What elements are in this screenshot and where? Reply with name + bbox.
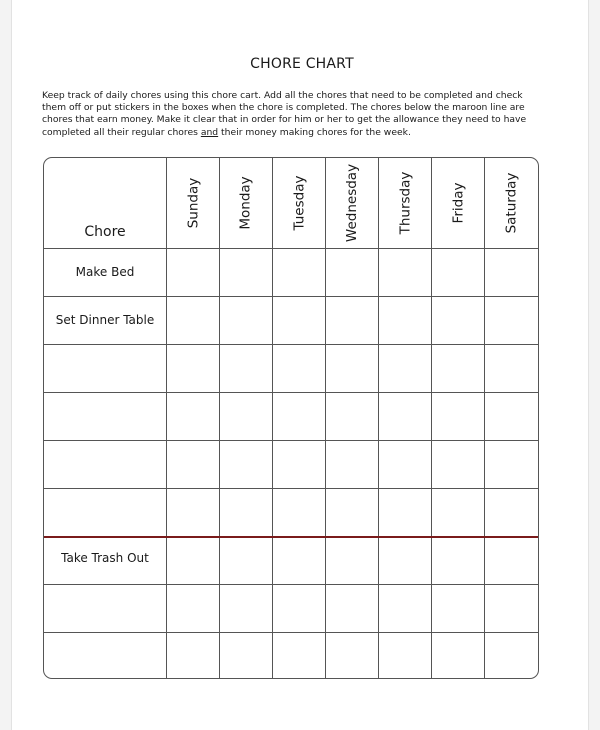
day-header-monday — [220, 158, 272, 248]
day-label: Saturday — [503, 172, 519, 234]
day-header-thursday — [379, 158, 431, 248]
grid-row-line — [44, 296, 538, 297]
chore-label: Make Bed — [75, 265, 135, 279]
grid-row-line — [44, 344, 538, 345]
day-header-friday — [432, 158, 484, 248]
day-header-saturday — [485, 158, 537, 248]
day-header-sunday — [167, 158, 219, 248]
chore-label: Take Trash Out — [61, 551, 149, 565]
day-label: Monday — [238, 176, 255, 230]
day-header-tuesday — [273, 158, 325, 248]
day-header-wednesday — [326, 158, 378, 248]
chore-column-header: Chore — [84, 224, 126, 240]
grid-row-line — [44, 632, 538, 633]
page-title: CHORE CHART — [250, 56, 354, 72]
grid-row-line — [44, 392, 538, 393]
chore-grid — [43, 157, 539, 679]
maroon-divider-line — [44, 536, 538, 538]
grid-row-line — [44, 440, 538, 441]
day-label: Wednesday — [344, 163, 361, 243]
grid-row-line — [44, 488, 538, 489]
day-label: Friday — [449, 182, 466, 224]
day-label: Tuesday — [291, 175, 307, 231]
day-label: Sunday — [184, 177, 201, 229]
grid-row-line — [44, 248, 538, 249]
day-label: Thursday — [397, 171, 413, 235]
intro-paragraph — [42, 90, 542, 139]
intro-text-1: Keep track of daily chores using this chore cart. Add all the chores that need to be completed and check them off or put stickers in the boxes when the chore is completed. The chores below the maroon line are chores that earn money. Make it clear that in order for him or her to get the allowance they need to have completed all their regular chores — [42, 90, 527, 138]
intro-text-2: their money making chores for the week. — [218, 126, 411, 138]
intro-underlined: and — [200, 126, 219, 138]
grid-row-line — [44, 584, 538, 585]
chore-label: Set Dinner Table — [55, 313, 155, 327]
